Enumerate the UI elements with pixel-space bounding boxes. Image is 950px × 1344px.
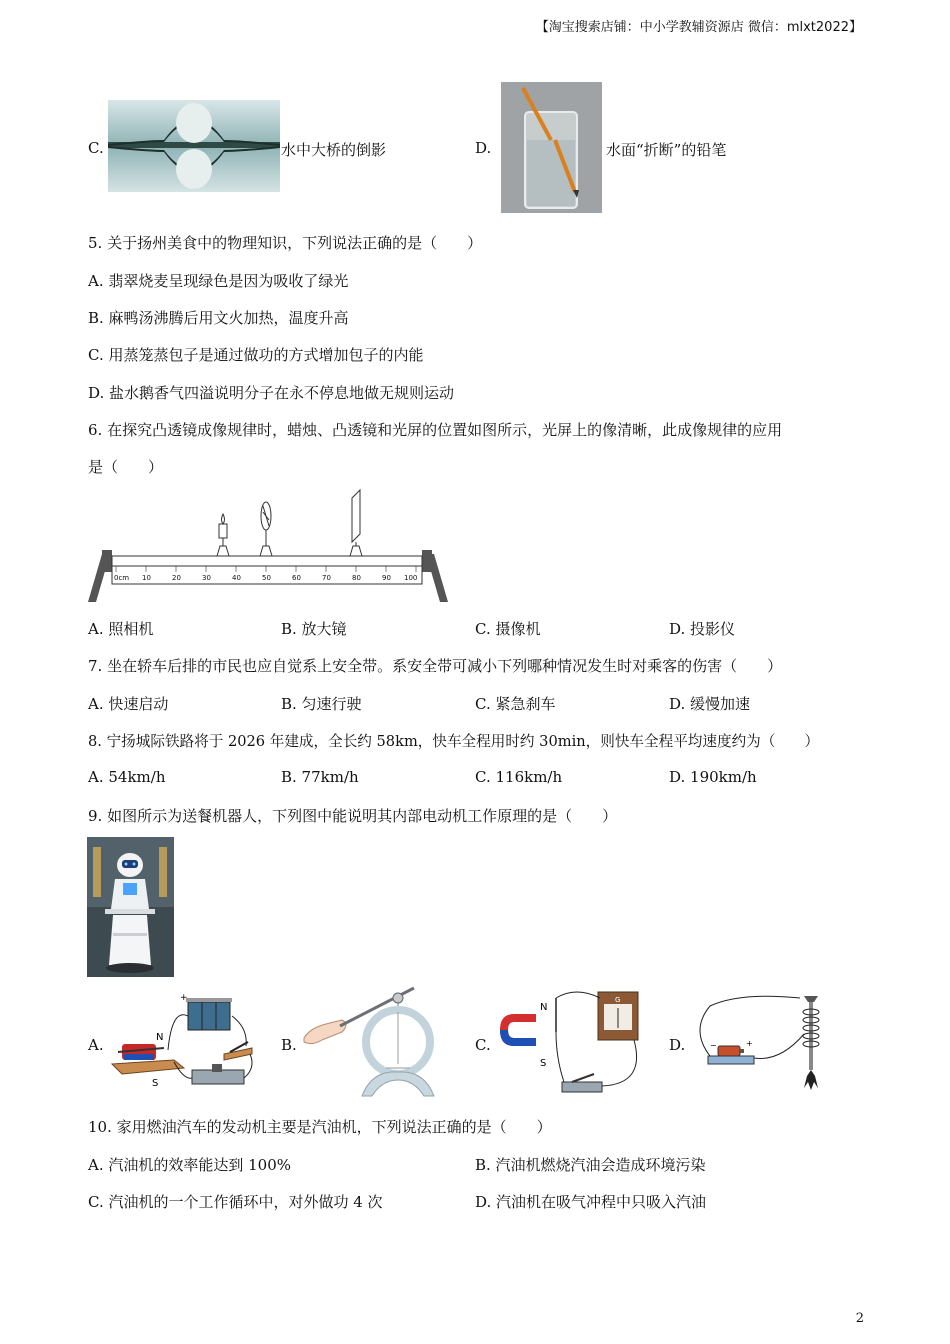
- c-label-n: N: [540, 1002, 548, 1013]
- ruler-label-30: 30: [202, 574, 211, 582]
- q7-stem: 7. 坐在轿车后排的市民也应自觉系上安全带。系安全带可减小下列哪种情况发生时对乘客的伤害（ ）: [88, 657, 783, 675]
- q8-option-c: C. 116km/h: [475, 768, 563, 786]
- ruler-label-40: 40: [232, 574, 241, 582]
- a-label-s: S: [152, 1078, 159, 1089]
- q9-option-d-letter: D.: [669, 1036, 686, 1054]
- q8-option-d: D. 190km/h: [669, 768, 757, 786]
- q5-stem: 5. 关于扬州美食中的物理知识，下列说法正确的是（ ）: [88, 234, 483, 252]
- c-label-s: S: [540, 1058, 547, 1069]
- q4-option-d-letter: D.: [475, 139, 492, 157]
- q10-option-b: B. 汽油机燃烧汽油会造成环境污染: [475, 1156, 706, 1174]
- q5-option-c: C. 用蒸笼蒸包子是通过做功的方式增加包子的内能: [88, 346, 424, 364]
- q10-stem: 10. 家用燃油汽车的发动机主要是汽油机，下列说法正确的是（ ）: [88, 1118, 552, 1136]
- a-label-plus: +: [180, 993, 188, 1003]
- motor-experiment-diagram: [108, 988, 258, 1100]
- page-number: 2: [855, 1311, 864, 1326]
- q5-option-b: B. 麻鸭汤沸腾后用文火加热，温度升高: [88, 309, 349, 327]
- delivery-robot-image: [87, 837, 174, 977]
- ring-magnet-diagram: [302, 984, 452, 1100]
- q7-option-b: B. 匀速行驶: [281, 695, 362, 713]
- q7-option-a: A. 快速启动: [88, 695, 169, 713]
- optical-bench-diagram: [88, 488, 448, 606]
- q6-option-a: A. 照相机: [88, 620, 154, 638]
- q10-option-c: C. 汽油机的一个工作循环中，对外做功 4 次: [88, 1193, 383, 1211]
- page-header: 【淘宝搜索店铺：中小学教辅资源店 微信：mlxt2022】: [535, 20, 862, 35]
- ruler-label-90: 90: [382, 574, 391, 582]
- ruler-label-100: 100: [404, 574, 418, 582]
- q7-option-d: D. 缓慢加速: [669, 695, 751, 713]
- q6-option-b: B. 放大镜: [281, 620, 347, 638]
- q4-option-c-text: 水中大桥的倒影: [281, 141, 387, 159]
- q7-option-c: C. 紧急刹车: [475, 695, 556, 713]
- d-label-minus: −: [710, 1041, 717, 1050]
- ruler-label-0: 0cm: [114, 574, 130, 582]
- q6-option-c: C. 摄像机: [475, 620, 541, 638]
- q8-stem: 8. 宁扬城际铁路将于 2026 年建成，全长约 58km，快车全程用时约 30min，则快车全程平均速度约为（ ）: [88, 733, 820, 750]
- q10-option-a: A. 汽油机的效率能达到 100%: [88, 1156, 292, 1174]
- q9-stem: 9. 如图所示为送餐机器人，下列图中能说明其内部电动机工作原理的是（ ）: [88, 807, 618, 825]
- c-label-g: G: [615, 996, 621, 1004]
- q9-option-a-letter: A.: [88, 1036, 104, 1054]
- ruler-label-60: 60: [292, 574, 301, 582]
- q4-option-c-letter: C.: [88, 139, 104, 157]
- d-label-plus: +: [746, 1039, 753, 1048]
- pencil-in-water-image: [501, 82, 602, 213]
- ruler-label-10: 10: [142, 574, 151, 582]
- q8-option-b: B. 77km/h: [281, 768, 359, 786]
- q4-option-d-text: 水面“折断”的铅笔: [606, 141, 727, 159]
- q6-stem-line1: 6. 在探究凸透镜成像规律时，蜡烛、凸透镜和光屏的位置如图所示，光屏上的像清晰，此成像规律的应用: [88, 421, 783, 439]
- q9-option-c-letter: C.: [475, 1036, 491, 1054]
- a-label-n: N: [156, 1032, 164, 1043]
- bridge-reflection-image: [108, 100, 280, 192]
- electromagnet-diagram: [690, 990, 840, 1100]
- ruler-label-70: 70: [322, 574, 331, 582]
- q5-option-a: A. 翡翠烧麦呈现绿色是因为吸收了绿光: [88, 272, 349, 290]
- q9-option-b-letter: B.: [281, 1036, 297, 1054]
- q6-option-d: D. 投影仪: [669, 620, 736, 638]
- q8-option-a: A. 54km/h: [88, 768, 166, 786]
- q5-option-d: D. 盐水鹅香气四溢说明分子在永不停息地做无规则运动: [88, 384, 455, 402]
- ruler-label-80: 80: [352, 574, 361, 582]
- ruler-label-50: 50: [262, 574, 271, 582]
- ruler-label-20: 20: [172, 574, 181, 582]
- q10-option-d: D. 汽油机在吸气冲程中只吸入汽油: [475, 1193, 707, 1211]
- generator-galvanometer-diagram: [496, 988, 646, 1100]
- q6-stem-line2: 是（ ）: [88, 458, 164, 476]
